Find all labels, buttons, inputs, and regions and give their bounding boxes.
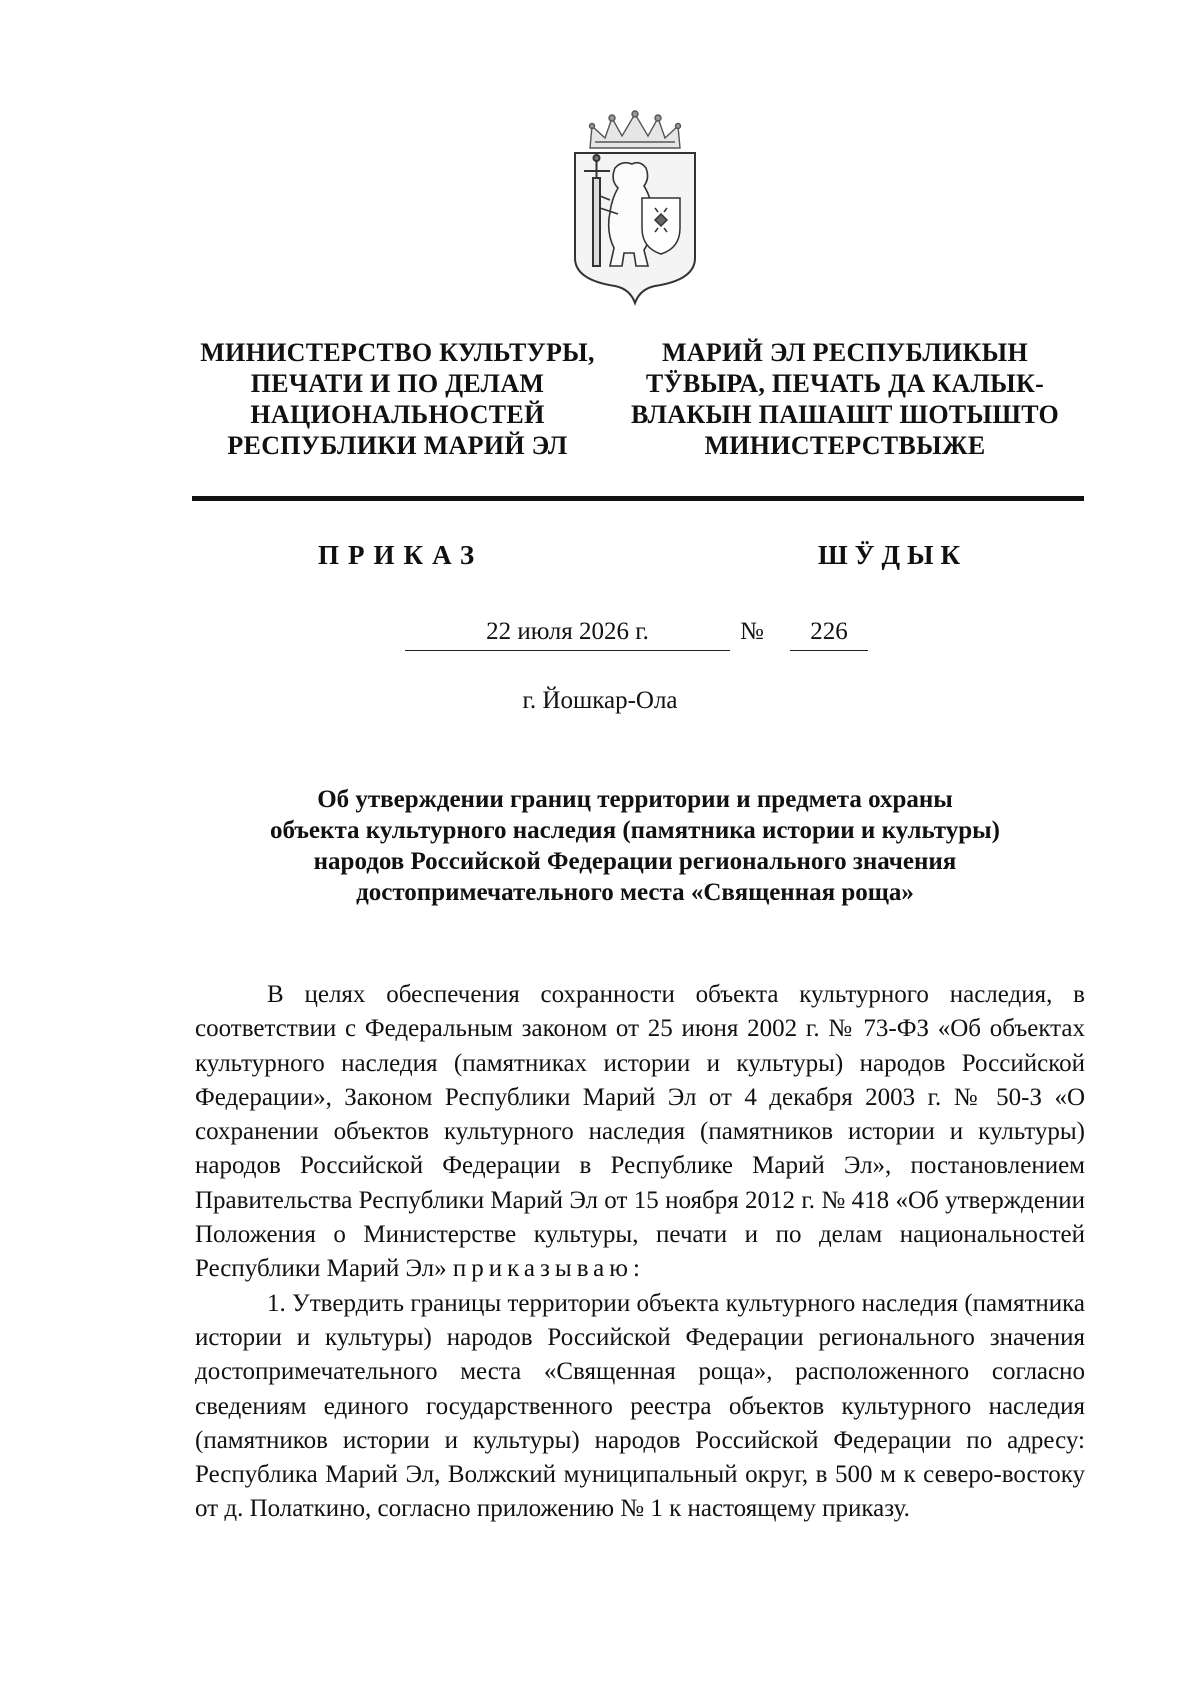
org-name-ru-line: НАЦИОНАЛЬНОСТЕЙ [250, 400, 545, 429]
document-date: 22 июля 2026 г. [405, 618, 730, 651]
title-line: народов Российской Федерации регионального значения [313, 848, 957, 875]
title-line: Об утверждении границ территории и предмета охраны [317, 786, 953, 813]
document-body [195, 978, 1085, 1527]
org-name-mari [625, 337, 1065, 461]
document-number: 226 [790, 618, 868, 651]
preamble-text: В целях обеспечения сохранности объекта культурного наследия, в соответствии с Федеральным законом от 25 июня 2002 г. № 73-ФЗ «Об объектах культурного наследия (памятниках истории и культуры) народов Российской Федерации», Законом Республики Марий Эл от 4 декабря 2003 г. № 50-З «О сохранении объектов культурного наследия (памятников истории и культуры) народов Российской Федерации в Республике Марий Эл», постановлением Правительства Республики Марий Эл от 15 ноября 2012 г. № 418 «Об утверждении Положения о Министерстве культуры, печати и по делам национальностей Республики Марий Эл» [195, 981, 1085, 1283]
order-word: приказываю: [452, 1255, 645, 1283]
doc-type-ru: ПРИКАЗ [318, 540, 484, 570]
coat-of-arms-icon [560, 108, 710, 308]
title-line: объекта культурного наследия (памятника истории и культуры) [269, 817, 1000, 844]
title-line: достопримечательного места «Священная роща» [356, 879, 914, 906]
org-name-ru [170, 337, 625, 461]
org-name-mari-line: ВЛАКЫН ПАШАШТ ШОТЫШТО [630, 400, 1060, 429]
item-1-paragraph: 1. Утвердить границы территории объекта культурного наследия (памятника истории и культуры) народов Российской Федерации регионального значения достопримечательного места «Священная роща», расположенного согласно сведениям единого государственного реестра объектов культурного наследия (памятников истории и культуры) народов Российской Федерации по адресу: Республика Марий Эл, Волжский муниципальный округ, в 500 м к северо-востоку от д. Полаткино, согласно приложению № 1 к настоящему приказу. [195, 1289, 1085, 1523]
org-name-mari-line: МИНИСТЕРСТВЫЖЕ [704, 431, 986, 460]
header-divider [192, 496, 1084, 501]
preamble-paragraph [195, 978, 1085, 1287]
doc-type-mari: ШӰДЫК [818, 540, 968, 570]
document-city: г. Йошкар-Ола [522, 687, 678, 714]
org-name-mari-line: МАРИЙ ЭЛ РЕСПУБЛИКЫН [661, 338, 1029, 367]
org-name-mari-line: ТӰВЫРА, ПЕЧАТЬ ДА КАЛЫК- [645, 369, 1045, 398]
document-title [180, 784, 1090, 908]
org-name-ru-line: ПЕЧАТИ И ПО ДЕЛАМ [250, 369, 545, 398]
org-name-ru-line: РЕСПУБЛИКИ МАРИЙ ЭЛ [227, 431, 568, 460]
org-name-ru-line: МИНИСТЕРСТВО КУЛЬТУРЫ, [200, 338, 595, 367]
number-sign: № [740, 618, 764, 645]
